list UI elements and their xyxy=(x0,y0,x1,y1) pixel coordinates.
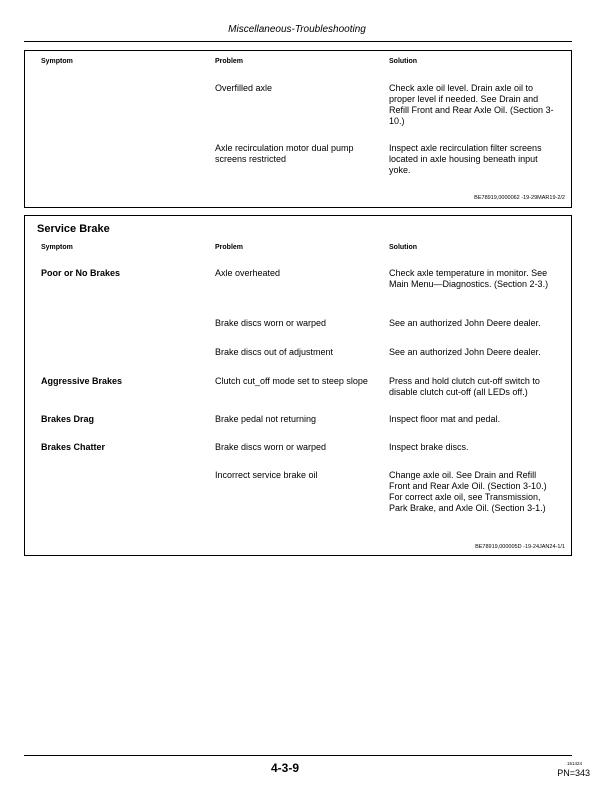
column-header-symptom: Symptom xyxy=(41,244,73,251)
problem-cell: Incorrect service brake oil xyxy=(215,470,318,480)
column-header-problem: Problem xyxy=(215,244,244,251)
problem-cell: Overfilled axle xyxy=(215,83,273,93)
symptom-cell: Brakes Drag xyxy=(41,414,95,424)
header-divider xyxy=(24,41,572,42)
problem-cell: Brake discs out of adjustment xyxy=(215,347,334,357)
solution-cell: Change axle oil. See Drain and Refill Front and Rear Axle Oil. (Section 3-10.) For correct axle oil, see Transmission, Park Brake, and Axle Oil. (Section 3-1.) xyxy=(389,470,547,513)
problem-cell: Brake discs worn or warped xyxy=(215,442,327,452)
page-header-title: Miscellaneous-Troubleshooting xyxy=(228,24,366,35)
page-number: 4-3-9 xyxy=(270,761,299,775)
footer-divider xyxy=(24,755,572,756)
problem-cell: Axle overheated xyxy=(215,268,281,278)
problem-cell: Clutch cut_off mode set to steep slope xyxy=(215,376,368,386)
solution-cell: Inspect brake discs. xyxy=(389,442,469,452)
reference-code: BE78919,0000062 -19-29MAR19-2/2 xyxy=(474,195,565,201)
solution-cell: Check axle oil level. Drain axle oil to proper level if needed. See Drain and Refill Front and Rear Axle Oil. (Section 3-10.) xyxy=(389,83,554,126)
symptom-cell: Brakes Chatter xyxy=(41,442,106,452)
section-title: Service Brake xyxy=(37,223,110,235)
solution-cell: Press and hold clutch cut-off switch to disable clutch cut-off (all LEDs off.) xyxy=(389,376,540,397)
column-header-solution: Solution xyxy=(389,244,417,251)
problem-cell: Brake discs worn or warped xyxy=(215,318,327,328)
column-header-problem: Problem xyxy=(215,58,244,65)
solution-cell: Inspect axle recirculation filter screens located in axle housing beneath input yoke. xyxy=(389,143,542,175)
service-brake-table xyxy=(24,215,572,556)
solution-cell: Inspect floor mat and pedal. xyxy=(389,414,501,424)
troubleshooting-table-continued xyxy=(24,50,572,208)
problem-cell: Axle recirculation motor dual pump screens restricted xyxy=(215,143,354,164)
symptom-cell: Aggressive Brakes xyxy=(41,376,123,386)
solution-cell: Check axle temperature in monitor. See Main Menu—Diagnostics. (Section 2-3.) xyxy=(389,268,549,289)
problem-cell: Brake pedal not returning xyxy=(215,414,317,424)
column-header-symptom: Symptom xyxy=(41,58,73,65)
footer-date-code: 151424 xyxy=(566,761,582,766)
footer-pn: PN=343 xyxy=(557,768,590,778)
solution-cell: See an authorized John Deere dealer. xyxy=(389,318,541,328)
symptom-cell: Poor or No Brakes xyxy=(41,268,121,278)
column-header-solution: Solution xyxy=(389,58,417,65)
solution-cell: See an authorized John Deere dealer. xyxy=(389,347,541,357)
reference-code: BE78919,000005D -19-24JAN24-1/1 xyxy=(475,544,565,550)
